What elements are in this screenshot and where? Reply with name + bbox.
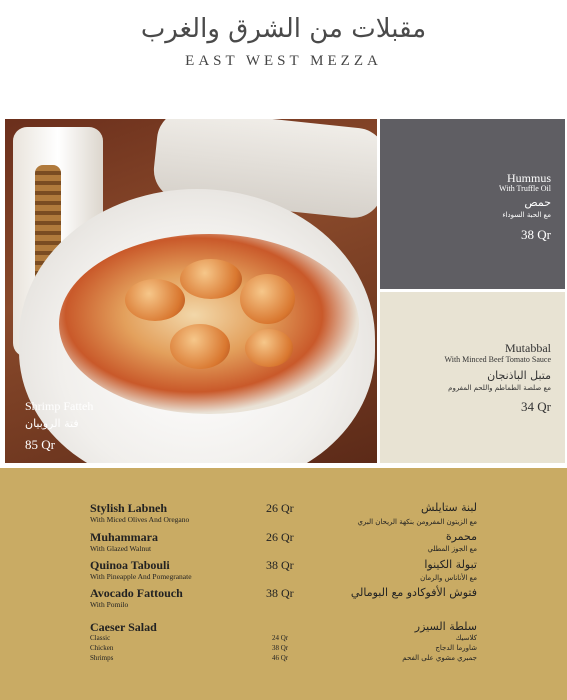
item-name-arabic: فتوش الأفوكادو مع البومالي [350,586,477,599]
caesar-name: Caeser Salad [90,620,157,634]
mutabbal-name: Mutabbal [505,341,551,355]
caesar-option: Shrimps [90,654,114,662]
featured-price: 85 Qr [25,437,55,452]
item-price: 26 Qr [266,501,294,515]
mutabbal-panel [380,292,565,463]
caesar-option-price: 38 Qr [272,644,289,652]
item-name: Muhammara [90,530,158,544]
item-sub-arabic: مع الجوز المطلي [427,545,477,553]
item-name: Quinoa Tabouli [90,558,170,572]
hummus-sub-arabic: مع الحبة السوداء [502,211,551,219]
hummus-sub: With Truffle Oil [499,184,551,193]
caesar-name-arabic: سلطة السيزر [414,620,477,633]
menu-list [0,468,567,700]
item-price: 26 Qr [266,530,294,544]
caesar-option-arabic: شاورما الدجاج [435,644,477,652]
caesar-option: Classic [90,634,111,642]
hummus-name-arabic: حمص [524,196,551,209]
hummus-name: Hummus [506,171,551,185]
caesar-option-price: 24 Qr [272,634,289,642]
item-price: 38 Qr [266,586,294,600]
caesar-option-arabic: جمبري مشوي على الفحم [402,654,477,662]
item-sub: With Pomilo [90,600,129,609]
page-title-arabic: مقبلات من الشرق والغرب [140,14,427,44]
item-sub: With Glazed Walnut [90,544,152,553]
item-sub-arabic: مع الأناناس والرمان [420,574,477,582]
mutabbal-sub-arabic: مع صلصة الطماطم واللحم المفروم [448,384,551,392]
item-name: Avocado Fattouch [90,586,183,600]
mutabbal-name-arabic: متبل الباذنجان [487,369,551,382]
item-name: Stylish Labneh [90,501,168,515]
hummus-price: 38 Qr [521,227,551,242]
dish-photo [5,119,377,463]
caesar-option-price: 46 Qr [272,654,289,662]
caesar-option-arabic: كلاسيك [455,634,477,642]
mutabbal-price: 34 Qr [521,399,551,414]
featured-name-arabic: فتة الروبيان [25,417,79,430]
item-name-arabic: محمرة [445,530,477,543]
item-price: 38 Qr [266,558,294,572]
mutabbal-sub: With Minced Beef Tomato Sauce [444,355,551,364]
caesar-option: Chicken [90,644,114,652]
featured-name: Shrimp Fatteh [25,399,94,413]
item-sub-arabic: مع الزيتون المفرومن بنكهة الريحان البري [357,518,477,526]
item-sub: With Pineapple And Pomegranate [90,572,192,581]
item-sub: With Miced Olives And Oregano [90,515,190,524]
page-title: EAST WEST MEZZA [185,53,382,69]
item-name-arabic: تبولة الكينوا [424,558,477,571]
item-name-arabic: لبنة ستايلش [421,501,477,514]
hummus-panel [380,119,565,289]
